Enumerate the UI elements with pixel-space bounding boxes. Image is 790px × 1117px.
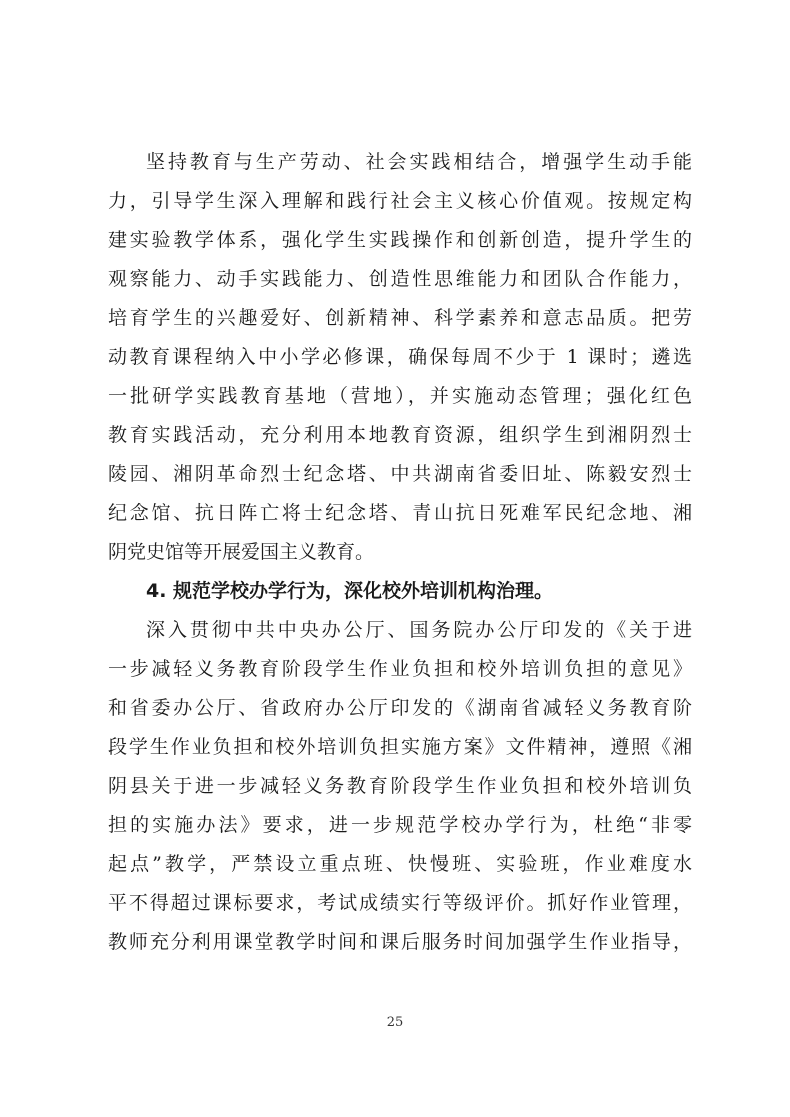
text-line: 深入贯彻中共中央办公厅、国务院办公厅印发的《关于进 xyxy=(146,619,692,641)
text-line: 和省委办公厅、省政府办公厅印发的《湖南省减轻义务教育阶 xyxy=(108,697,692,719)
text-line: 阴党史馆等开展爱国主义教育。 xyxy=(108,541,375,563)
text-line: 动教育课程纳入中小学必修课，确保每周不少于 1 课时；遴选 xyxy=(108,346,692,368)
text-line: 阴县关于进一步减轻义务教育阶段学生作业负担和校外培训负 xyxy=(108,775,692,797)
paragraph-school-regulation xyxy=(108,611,692,962)
text-line: 陵园、湘阴革命烈士纪念塔、中共湖南省委旧址、陈毅安烈士 xyxy=(108,463,692,485)
page-body xyxy=(108,143,692,962)
text-line: 观察能力、动手实践能力、创造性思维能力和团队合作能力， xyxy=(108,268,692,290)
text-line: 建实验教学体系，强化学生实践操作和创新创造，提升学生的 xyxy=(108,229,692,251)
text-line: 一批研学实践教育基地（营地），并实施动态管理；强化红色 xyxy=(108,385,692,407)
text-line: 教育实践活动，充分利用本地教育资源，组织学生到湘阴烈士 xyxy=(108,424,692,446)
text-line: 担的实施办法》要求，进一步规范学校办学行为，杜绝“非零 xyxy=(108,814,692,836)
paragraph-labor-education xyxy=(108,143,692,572)
page-number: 25 xyxy=(386,1015,404,1030)
text-line: 平不得超过课标要求，考试成绩实行等级评价。抓好作业管理， xyxy=(108,892,692,914)
text-line: 一步减轻义务教育阶段学生作业负担和校外培训负担的意见》 xyxy=(108,658,692,680)
text-line: 力，引导学生深入理解和践行社会主义核心价值观。按规定构 xyxy=(108,190,692,212)
text-line: 段学生作业负担和校外培训负担实施方案》文件精神，遵照《湘 xyxy=(108,736,692,758)
text-line: 培育学生的兴趣爱好、创新精神、科学素养和意志品质。把劳 xyxy=(108,307,692,329)
text-line: 教师充分利用课堂教学时间和课后服务时间加强学生作业指导， xyxy=(108,931,692,953)
text-line: 坚持教育与生产劳动、社会实践相结合，增强学生动手能 xyxy=(146,151,692,173)
section-heading: 4. 规范学校办学行为，深化校外培训机构治理。 xyxy=(146,580,554,602)
text-line: 纪念馆、抗日阵亡将士纪念塔、青山抗日死难军民纪念地、湘 xyxy=(108,502,692,524)
text-line: 起点”教学，严禁设立重点班、快慢班、实验班，作业难度水 xyxy=(108,853,692,875)
